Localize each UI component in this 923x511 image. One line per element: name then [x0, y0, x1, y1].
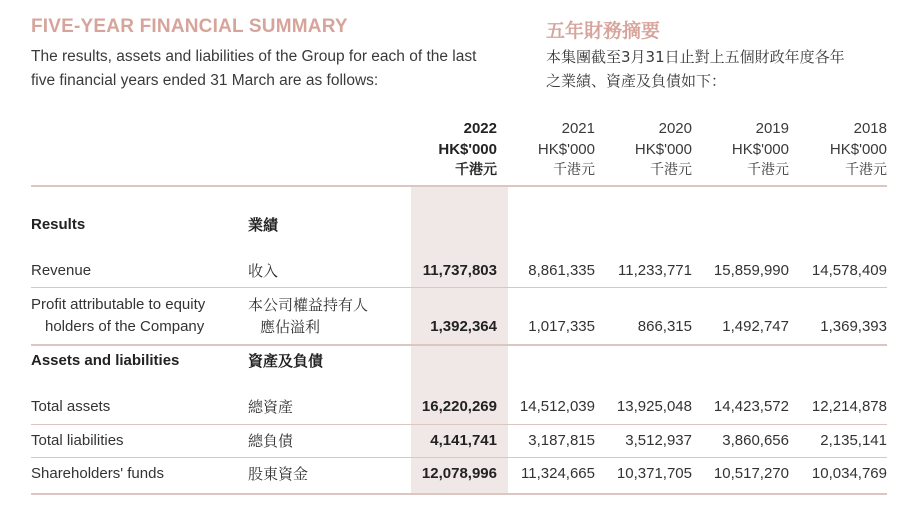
table-cell: 866,315: [637, 318, 692, 335]
table-cell: 1,492,747: [722, 318, 789, 335]
table-cell: 11,233,771: [618, 262, 692, 279]
row-label-shareholders-funds-zh: 股東資金: [248, 465, 309, 483]
table-cell: 8,861,335: [528, 262, 595, 279]
page-title: FIVE-YEAR FINANCIAL SUMMARY: [31, 16, 348, 37]
table-cell: 11,737,803: [422, 262, 497, 279]
table-cell: 13,925,048: [616, 398, 692, 415]
table-cell: 14,578,409: [811, 262, 887, 279]
intro-line-2: five financial years ended 31 March are as follows:: [31, 72, 379, 89]
intro-line-1: The results, assets and liabilities of the Group for each of the last: [31, 48, 477, 65]
column-header-2021: [499, 118, 595, 181]
table-cell: 1,392,364: [430, 318, 497, 335]
column-header-2022: [401, 118, 497, 181]
table-cell: 1,017,335: [528, 318, 595, 335]
table-cell: 15,859,990: [713, 262, 789, 279]
column-header-2019: [693, 118, 789, 181]
section-divider: [31, 344, 887, 346]
row-divider: [31, 457, 887, 458]
row-label-revenue: Revenue: [31, 262, 92, 279]
section-label-assets-zh: 資產及負債: [248, 352, 324, 370]
row-label-profit-zh-line-2: 應佔溢利: [260, 318, 321, 336]
intro-zh-line-1: 本集團截至3月31日止對上五個財政年度各年: [546, 48, 845, 66]
table-cell: 12,078,996: [421, 465, 497, 482]
column-unit: HK$'000: [438, 141, 497, 158]
row-label-profit-line-2: holders of the Company: [45, 318, 205, 335]
table-cell: 1,369,393: [820, 318, 887, 335]
table-cell: 14,423,572: [713, 398, 789, 415]
row-label-total-assets: Total assets: [31, 398, 111, 415]
page-title-zh: 五年財務摘要: [546, 20, 661, 42]
row-label-profit: Profit attributable to equity: [31, 296, 206, 313]
row-divider: [31, 287, 887, 288]
intro-zh-line-2: 之業績、資產及負債如下：: [546, 72, 727, 90]
table-cell: 12,214,878: [811, 398, 887, 415]
column-year: 2021: [561, 120, 595, 137]
table-cell: 3,187,815: [528, 432, 595, 449]
row-label-total-assets-zh: 總資產: [248, 398, 294, 416]
column-unit-zh: 千港元: [553, 162, 595, 178]
column-year: 2019: [755, 120, 789, 137]
column-unit-zh: 千港元: [650, 162, 692, 178]
column-unit-zh: 千港元: [455, 162, 497, 178]
column-header-2018: [791, 118, 887, 181]
column-year: 2020: [658, 120, 692, 137]
table-cell: 2,135,141: [820, 432, 887, 449]
intro-text: [31, 45, 531, 93]
section-label-assets: Assets and liabilities: [31, 352, 180, 369]
section-label-results-zh: 業績: [248, 216, 279, 234]
column-unit-zh: 千港元: [747, 162, 789, 178]
column-header-2020: [596, 118, 692, 181]
header-divider: [31, 185, 887, 187]
table-cell: 10,371,705: [616, 465, 692, 482]
row-label-revenue-zh: 收入: [248, 262, 279, 280]
table-cell: 10,034,769: [811, 465, 887, 482]
column-unit-zh: 千港元: [845, 162, 887, 178]
row-label-shareholders-funds: Shareholders' funds: [31, 465, 164, 482]
row-label-total-liabilities: Total liabilities: [31, 432, 124, 449]
table-cell: 3,860,656: [722, 432, 789, 449]
table-cell: 3,512,937: [625, 432, 692, 449]
row-label-profit-zh: 本公司權益持有人: [248, 296, 369, 314]
column-year: 2022: [463, 120, 497, 137]
column-unit: HK$'000: [829, 141, 887, 158]
section-label-results: Results: [31, 216, 86, 233]
column-year: 2018: [853, 120, 887, 137]
table-bottom-rule: [31, 493, 887, 495]
intro-text-zh: [546, 45, 906, 93]
table-cell: 14,512,039: [519, 398, 595, 415]
row-label-total-liabilities-zh: 總負債: [248, 432, 294, 450]
table-cell: 10,517,270: [713, 465, 789, 482]
column-unit: HK$'000: [731, 141, 789, 158]
table-cell: 4,141,741: [430, 432, 497, 449]
column-unit: HK$'000: [634, 141, 692, 158]
table-cell: 11,324,665: [521, 465, 595, 482]
row-divider: [31, 424, 887, 425]
column-unit: HK$'000: [537, 141, 595, 158]
table-cell: 16,220,269: [421, 398, 497, 415]
